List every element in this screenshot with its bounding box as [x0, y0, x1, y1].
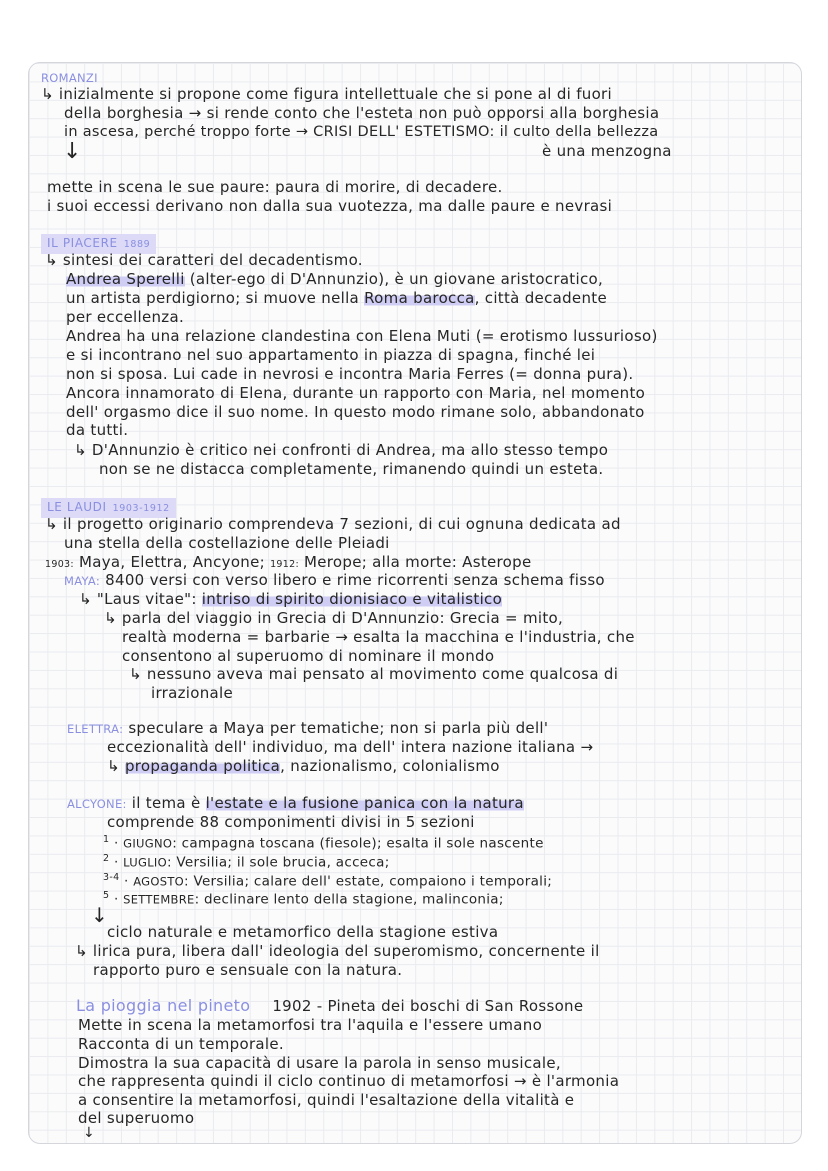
item-number: 1 — [103, 834, 110, 845]
text: : Versilia; calare dell' estate, compaiono i temporali; — [184, 873, 553, 890]
elettra-line — [107, 757, 500, 775]
text: , città decadente — [474, 289, 607, 307]
section-title: IL PIACERE — [47, 236, 118, 250]
alcyone-item: $^5$ · SETTEMBRE: declinare lento della stagione, malinconia; — [103, 890, 504, 908]
highlight: Andrea Sperelli — [66, 270, 185, 288]
text: ↳ — [107, 757, 125, 775]
month-name: AGOSTO — [133, 874, 185, 889]
romanzi-heading: ROMANZI — [41, 71, 98, 85]
down-arrow-icon: ↓ — [83, 1125, 95, 1141]
piacere-line: per eccellenza. — [66, 308, 185, 326]
text: 8400 versi con verso libero e rime ricorrenti senza schema fisso — [100, 571, 605, 589]
item-number: 3-4 — [103, 872, 120, 883]
laudi-line: ↳ parla del viaggio in Grecia di D'Annunzio: Grecia = mito, — [104, 609, 564, 627]
highlight: propaganda politica — [124, 757, 281, 775]
pioggia-title: La pioggia nel pineto — [76, 996, 251, 1015]
piacere-line: non si sposa. Lui cade in nevrosi e incontra Maria Ferres (= donna pura). — [66, 365, 634, 383]
year-label: 1903: — [45, 559, 74, 570]
down-arrow-icon: ↓ — [91, 903, 108, 927]
laudi-line: irrazionale — [151, 684, 234, 702]
alcyone-line: ciclo naturale e metamorfico della stagione estiva — [107, 923, 499, 941]
romanzi-line: i suoi eccessi derivano non dalla sua vuotezza, ma dalle paure e nevrasi — [47, 197, 613, 215]
notebook-page — [28, 62, 802, 1144]
pioggia-line: che rappresenta quindi il ciclo continuo di metamorfosi → è l'armonia — [78, 1072, 620, 1090]
piacere-line — [66, 270, 603, 288]
item-number: 2 — [103, 853, 110, 864]
alcyone-item: $^1$ · GIUGNO: campagna toscana (fiesole); esalta il sole nascente — [103, 834, 544, 852]
section-year: 1889 — [123, 239, 151, 250]
laudi-line — [79, 590, 502, 608]
romanzi-line: è una menzogna — [542, 142, 672, 160]
highlight: intriso di spirito dionisiaco e vitalistico — [201, 590, 503, 608]
alcyone-item: $^{3-4}$ · AGOSTO: Versilia; calare dell' estate, compaiono i temporali; — [103, 872, 553, 890]
piacere-line: Ancora innamorato di Elena, durante un rapporto con Maria, nel momento — [66, 384, 646, 402]
elettra-line: eccezionalità dell' individuo, ma dell' intera nazione italiana → — [107, 738, 594, 756]
laudi-line: ↳ nessuno aveva mai pensato al movimento come qualcosa di — [129, 665, 619, 683]
alcyone-line: rapporto puro e sensuale con la natura. — [93, 961, 403, 979]
piacere-line: da tutti. — [66, 421, 129, 439]
laudi-line: realtà moderna = barbarie → esalta la macchina e l'industria, che — [122, 628, 635, 646]
pioggia-line — [76, 997, 583, 1015]
piacere-line: e si incontrano nel suo appartamento in piazza di spagna, finché lei — [66, 346, 596, 364]
pioggia-line: Racconta di un temporale. — [78, 1035, 284, 1053]
month-name: LUGLIO — [123, 855, 167, 870]
text: (alter-ego di D'Annunzio), è un giovane aristocratico, — [184, 270, 604, 288]
elettra-label: ELETTRA: — [67, 722, 124, 736]
romanzi-line: ↳ inizialmente si propone come figura intellettuale che si pone al di fuori — [41, 85, 612, 103]
alcyone-label: ALCYONE: — [67, 797, 127, 811]
laudi-line — [64, 571, 605, 590]
piacere-line: Andrea ha una relazione clandestina con Elena Muti (= erotismo lussurioso) — [66, 327, 658, 345]
piacere-line: non se ne distacca completamente, rimanendo quindi un esteta. — [99, 460, 604, 478]
text: : campagna toscana (fiesole); esalta il sole nascente — [172, 835, 544, 852]
elettra-line — [67, 719, 548, 738]
laudi-line: una stella della costellazione delle Pleiadi — [64, 534, 390, 552]
text: Merope; alla morte: Asterope — [298, 553, 532, 571]
text: Maya, Elettra, Ancyone; — [73, 553, 271, 571]
alcyone-line: ↳ lirica pura, libera dall' ideologia del superomismo, concernente il — [75, 942, 600, 960]
romanzi-line: in ascesa, perché troppo forte → CRISI DELL' ESTETISMO: il culto della bellezza — [64, 124, 659, 140]
alcyone-line: comprende 88 componimenti divisi in 5 sezioni — [107, 813, 475, 831]
text: speculare a Maya per tematiche; non si parla più dell' — [123, 719, 549, 737]
text: , nazionalismo, colonialismo — [280, 757, 500, 775]
text: il tema è — [126, 794, 206, 812]
romanzi-line: della borghesia → si rende conto che l'esteta non può opporsi alla borghesia — [64, 104, 660, 122]
section-title: LE LAUDI — [47, 500, 107, 514]
piacere-line: dell' orgasmo dice il suo nome. In questo modo rimane solo, abbandonato — [66, 403, 645, 421]
text: : Versilia; il sole brucia, acceca; — [166, 854, 390, 871]
highlight: l'estate e la fusione panica con la natura — [205, 794, 524, 812]
pioggia-line: a consentire la metamorfosi, quindi l'esaltazione della vitalità e — [78, 1091, 575, 1109]
piacere-line: ↳ sintesi dei caratteri del decadentismo. — [45, 251, 363, 269]
alcyone-item: $^2$ · LUGLIO: Versilia; il sole brucia, acceca; — [103, 853, 390, 871]
highlight: Roma barocca — [364, 289, 475, 307]
piacere-line — [66, 289, 607, 307]
text: : declinare lento della stagione, malinconia; — [194, 891, 504, 908]
maya-label: MAYA: — [64, 574, 101, 588]
romanzi-line: mette in scena le sue paure: paura di morire, di decadere. — [47, 178, 503, 196]
down-arrow-icon: ↓ — [63, 139, 82, 164]
text: ↳ "Laus vitae": — [79, 590, 202, 608]
pioggia-line: Dimostra la sua capacità di usare la parola in senso musicale, — [78, 1054, 561, 1072]
item-number: 5 — [103, 890, 110, 901]
month-name: SETTEMBRE — [123, 892, 195, 907]
pioggia-line: del superuomo — [78, 1109, 195, 1127]
year-label: 1912: — [270, 559, 299, 570]
text: un artista perdigiorno; si muove nella — [66, 289, 365, 307]
alcyone-line — [67, 794, 524, 813]
pioggia-line: Mette in scena la metamorfosi tra l'aquila e l'essere umano — [78, 1016, 543, 1034]
laudi-line: ↳ il progetto originario comprendeva 7 sezioni, di cui ognuna dedicata ad — [45, 515, 621, 533]
month-name: GIUGNO — [123, 836, 173, 851]
piacere-line: ↳ D'Annunzio è critico nei confronti di Andrea, ma allo stesso tempo — [74, 441, 609, 459]
laudi-line: consentono al superuomo di nominare il mondo — [122, 647, 495, 665]
text: 1902 - Pineta dei boschi di San Rossone — [272, 997, 584, 1015]
section-year: 1903-1912 — [112, 503, 170, 514]
